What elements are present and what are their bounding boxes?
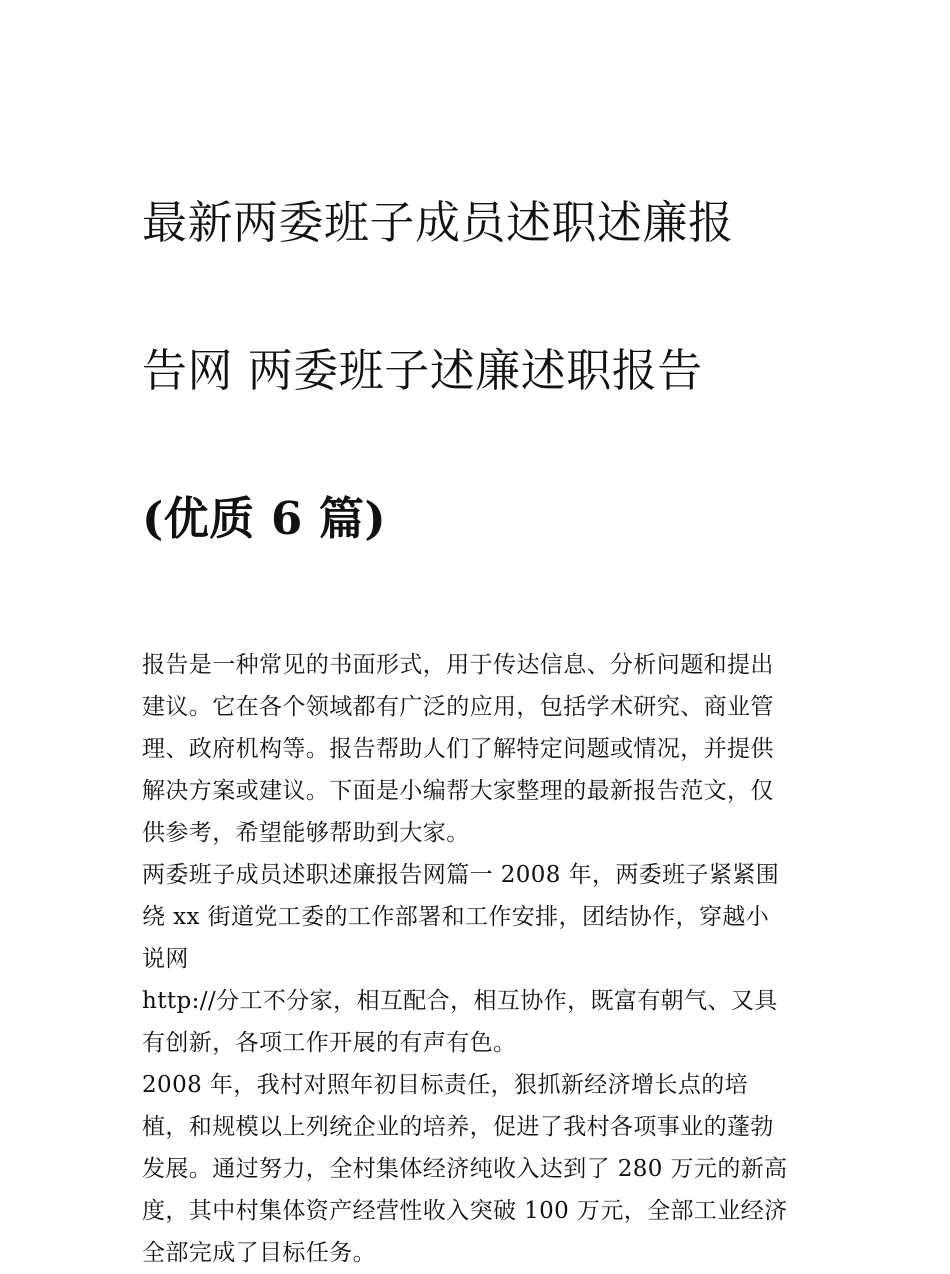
achievement-paragraph	[142, 1064, 814, 1274]
title-line-1: 最新两委班子成员述职述廉报	[142, 196, 734, 249]
document-content	[142, 112, 814, 1274]
paragraph-line: 报告是一种常见的书面形式，用于传达信息、分析问题和提出	[142, 652, 774, 678]
paragraph-line: 两委班子成员述职述廉报告网篇一 2008 年，两委班子紧紧围	[142, 862, 780, 888]
section-one-paragraph	[142, 854, 814, 980]
paragraph-line: 供参考，希望能够帮助到大家。	[142, 820, 470, 846]
paragraph-line: 绕 xx 街道党工委的工作部署和工作安排，团结协作，穿越小	[142, 904, 770, 930]
document-title	[142, 112, 814, 630]
title-line-3: (优质 6 篇)	[142, 492, 387, 545]
paragraph-line: http://分工不分家，相互配合，相互协作，既富有朝气、又具	[142, 988, 778, 1014]
paragraph-line: 2008 年，我村对照年初目标责任，狠抓新经济增长点的培	[142, 1072, 749, 1098]
paragraph-line: 解决方案或建议。下面是小编帮大家整理的最新报告范文，仅	[142, 778, 774, 804]
intro-paragraph	[142, 644, 814, 854]
paragraph-line: 建议。它在各个领域都有广泛的应用，包括学术研究、商业管	[142, 694, 774, 720]
title-line-2: 告网 两委班子述廉述职报告	[142, 344, 703, 397]
paragraph-line: 度，其中村集体资产经营性收入突破 100 万元，全部工业经济	[142, 1198, 788, 1224]
paragraph-line: 植，和规模以上列统企业的培养，促进了我村各项事业的蓬勃	[142, 1114, 774, 1140]
paragraph-line: 有创新，各项工作开展的有声有色。	[142, 1030, 517, 1056]
paragraph-line: 全部完成了目标任务。	[142, 1240, 376, 1266]
cooperation-paragraph	[142, 980, 814, 1064]
paragraph-line: 发展。通过努力，全村集体经济纯收入达到了 280 万元的新高	[142, 1156, 788, 1182]
paragraph-line: 理、政府机构等。报告帮助人们了解特定问题或情况，并提供	[142, 736, 774, 762]
paragraph-line: 说网	[142, 946, 189, 972]
